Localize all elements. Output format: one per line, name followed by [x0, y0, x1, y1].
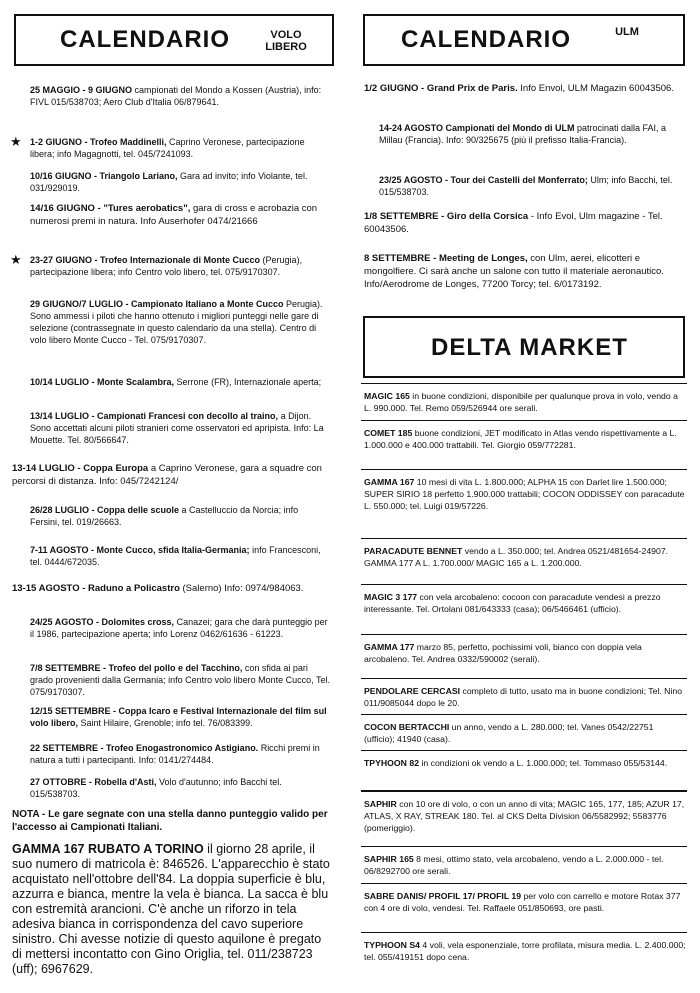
- event-item: 24/25 AGOSTO - Dolomites cross, Canazei; gara che darà punteggio per il 1986, partecipazione aperta; info Lorenz 0462/61636 - 61223.: [30, 617, 328, 639]
- event-item: 10/14 LUGLIO - Monte Scalambra, Serrone (FR), Internazionale aperta;: [30, 377, 322, 387]
- market-ad: MAGIC 3 177 con vela arcobaleno: cocoon con paracadute vendesi a prezzo interessante. Tel. Ortolani 081/643333 (casa); 06/5466461 (ufficio).: [364, 592, 661, 614]
- ulm-header: [363, 14, 685, 66]
- market-ad: COMET 185 buone condizioni, JET modificato in Atlas vendo rispettivamente a L. 1.000.000 e 400.000 trattabili. Tel. Giorgio 059/772281.: [364, 428, 677, 450]
- divider: [361, 932, 687, 933]
- calendar-title: CALENDARIO: [401, 26, 571, 53]
- divider: [361, 420, 687, 421]
- delta-market-title: DELTA MARKET: [431, 334, 628, 361]
- market-ad: GAMMA 177 marzo 85, perfetto, pochissimi voli, bianco con doppia vela arcobaleno. Tel. Andrea 0332/590002 (serali).: [364, 642, 642, 664]
- event-item: 27 OTTOBRE - Robella d'Asti, Volo d'autunno; info Bacchi tel. 015/538703.: [30, 777, 282, 799]
- market-ad: TYPHOON S4 4 voli, vela esponenziale, torre profilata, misura media. L. 2.400.000; tel. 055/419151 dopo cena.: [364, 940, 686, 962]
- event-item: 29 GIUGNO/7 LUGLIO - Campionato Italiano a Monte Cucco Perugia). Sono ammessi i piloti che hanno ottenuto i migliori punteggi nelle gare di selezione (contrassegnate in questo calendario da una stella). Centro di volo libero Monte Cucco - Tel. 075/9170307.: [30, 299, 323, 345]
- header-tag: VOLO LIBERO: [265, 29, 307, 53]
- star-icon: ★: [10, 252, 22, 267]
- event-item: 14-24 AGOSTO Campionati del Mondo di ULM patrocinati dalla FAI, a Millau (Francia). Info: 90/325675 (più il prefisso Italia-Francia).: [379, 123, 667, 145]
- divider: [361, 469, 687, 470]
- divider: [361, 750, 687, 751]
- volo-libero-header: [14, 14, 334, 66]
- event-item: 13/14 LUGLIO - Campionati Francesi con decollo al traino, a Dijon. Sono accettati alcuni piloti stranieri come osservatori ed apripista. Info: La Mouette. Tel. 80/566647.: [30, 411, 324, 445]
- event-item: 26/28 LUGLIO - Coppa delle scuole a Castelluccio da Norcia; info Fersini, tel. 019/26663.: [30, 505, 299, 527]
- event-item: 7/8 SETTEMBRE - Trofeo del pollo e del Tacchino, con sfida ai pari grado provenienti dalla Germania; info Centro volo libero Monte Cucco, Tel. 075/9170307.: [30, 663, 330, 697]
- event-item: 13-15 AGOSTO - Raduno a Policastro (Salerno) Info: 0974/984063.: [12, 583, 304, 594]
- theft-notice: GAMMA 167 RUBATO A TORINO il giorno 28 aprile, il suo numero di matricola è: 846526. L'apparecchio è stato acquistato nell'ottobre dell'84. La doppia superficie è blu, azzurra e bianca, mentre la vela è bianca. La sacca è blu con estremità arancioni. C'è anche un riforzo in tela adesiva bianca in corrispondenza del cavo superiore sinistro. Chi avesse notizie di questo aquilone è pregato di mettersi incontatto con Gino Origlia, tel. 011/238723 (uff); 6967629.: [12, 842, 330, 976]
- left-column: [0, 0, 349, 993]
- event-item: 22 SETTEMBRE - Trofeo Enogastronomico Astigiano. Ricchi premi in natura a tutti i partecipanti. Info: 0141/274484.: [30, 743, 320, 765]
- star-icon: ★: [10, 134, 22, 149]
- divider: [361, 584, 687, 585]
- market-ad: SAPHIR con 10 ore di volo, o con un anno di vita; MAGIC 165, 177, 185; AZUR 17, ATLAS, X RAY, STREAK 180. Tel. al CKS Delta Division 06/5582992; 5583776 (pomeriggio).: [364, 799, 685, 833]
- calendar-title: CALENDARIO: [60, 26, 230, 53]
- market-ad: GAMMA 167 10 mesi di vita L. 1.800.000; ALPHA 15 con Darlet lire 1.500.000; SUPER SIRIO 18 perfetto 1.900.000 trattabili; COCON ODDISSEY con paracadute L. 550.000; tel. Luigi 019/57226.: [364, 477, 685, 511]
- market-ad: PENDOLARE CERCASI completo di tutto, usato ma in buone condizioni; Tel. Nino 011/9085044 dopo le 20.: [364, 686, 683, 708]
- event-item: 10/16 GIUGNO - Triangolo Lariano, Gara ad invito; info Violante, tel. 031/929019.: [30, 171, 308, 193]
- market-ad: SABRE DANIS/ PROFIL 17/ PROFIL 19 per volo con carrello e motore Rotax 377 con 4 ore di volo, vendesi. Tel. Raffaele 051/850693, ore pasti.: [364, 891, 681, 913]
- right-column: [349, 0, 700, 993]
- event-item: 1-2 GIUGNO - Trofeo Maddinelli, Caprino Veronese, partecipazione libera; info Magagnotti, tel. 045/7241093.: [30, 137, 305, 159]
- divider: [361, 846, 687, 847]
- market-ad: SAPHIR 165 8 mesi, ottimo stato, vela arcobaleno, vendo a L. 2.000.000 - tel. 06/8292700 ore serali.: [364, 854, 664, 876]
- divider: [361, 790, 687, 792]
- divider: [361, 383, 687, 384]
- event-item: 12/15 SETTEMBRE - Coppa Icaro e Festival Internazionale del film sul volo libero, Saint Hilaire, Grenoble; info tel. 76/083399.: [30, 706, 327, 728]
- header-tag: ULM: [615, 26, 639, 38]
- market-ad: PARACADUTE BENNET vendo a L. 350.000; tel. Andrea 0521/481654-24907. GAMMA 177 A L. 1.700.000/ MAGIC 165 a L. 1.200.000.: [364, 546, 669, 568]
- event-item: 14/16 GIUGNO - "Tures aerobatics", gara di cross e acrobazia con numerosi premi in natura. Info Auserhofer 0474/21666: [30, 203, 318, 227]
- event-item: 1/2 GIUGNO - Grand Prix de Paris. Info Envol, ULM Magazin 60043506.: [364, 83, 674, 94]
- market-ad: COCON BERTACCHI un anno, vendo a L. 280.000; tel. Vanes 0542/22751 (ufficio); 41940 (casa).: [364, 722, 654, 744]
- divider: [361, 538, 687, 539]
- event-item: 8 SETTEMBRE - Meeting de Longes, con Ulm, aerei, elicotteri e mongolfiere. Ci sarà anche un salone con tutto il materiale aeronautico. Info/Aerodrome de Longes, 77200 Torcy; tel. 6/0173192.: [364, 253, 664, 290]
- divider: [361, 883, 687, 884]
- event-item: 23-27 GIUGNO - Trofeo Internazionale di Monte Cucco (Perugia), partecipazione libera; info Centro volo libero, tel. 075/9170307.: [30, 255, 303, 277]
- event-item: 25 MAGGIO - 9 GIUGNO campionati del Mondo a Kossen (Austria), info: FIVL 015/538703; Aero Club d'Italia 06/879641.: [30, 85, 322, 107]
- event-item: 13-14 LUGLIO - Coppa Europa a Caprino Veronese, gara a squadre con percorsi di distanza. Info: 045/7242124/: [12, 463, 322, 487]
- delta-market-header: [363, 316, 685, 378]
- divider: [361, 678, 687, 679]
- event-item: 23/25 AGOSTO - Tour dei Castelli del Monferrato; Ulm; info Bacchi, tel. 015/538703.: [379, 175, 673, 197]
- divider: [361, 714, 687, 715]
- divider: [361, 634, 687, 635]
- market-ad: TPYHOON 82 in condizioni ok vendo a L. 1.000.000; tel. Tommaso 055/53144.: [364, 758, 668, 768]
- market-ad: MAGIC 165 in buone condizioni, disponibile per qualunque prova in volo, vendo a L. 990.000. Tel. Remo 059/526944 ore serali.: [364, 391, 678, 413]
- note: NOTA - Le gare segnate con una stella danno punteggio valido per l'accesso ai Campionati Italiani.: [12, 809, 328, 833]
- event-item: 1/8 SETTEMBRE - Giro della Corsica - Info Evol, Ulm magazine - Tel. 60043506.: [364, 211, 663, 235]
- event-item: 7-11 AGOSTO - Monte Cucco, sfida Italia-Germania; info Francesconi, tel. 0444/672035.: [30, 545, 321, 567]
